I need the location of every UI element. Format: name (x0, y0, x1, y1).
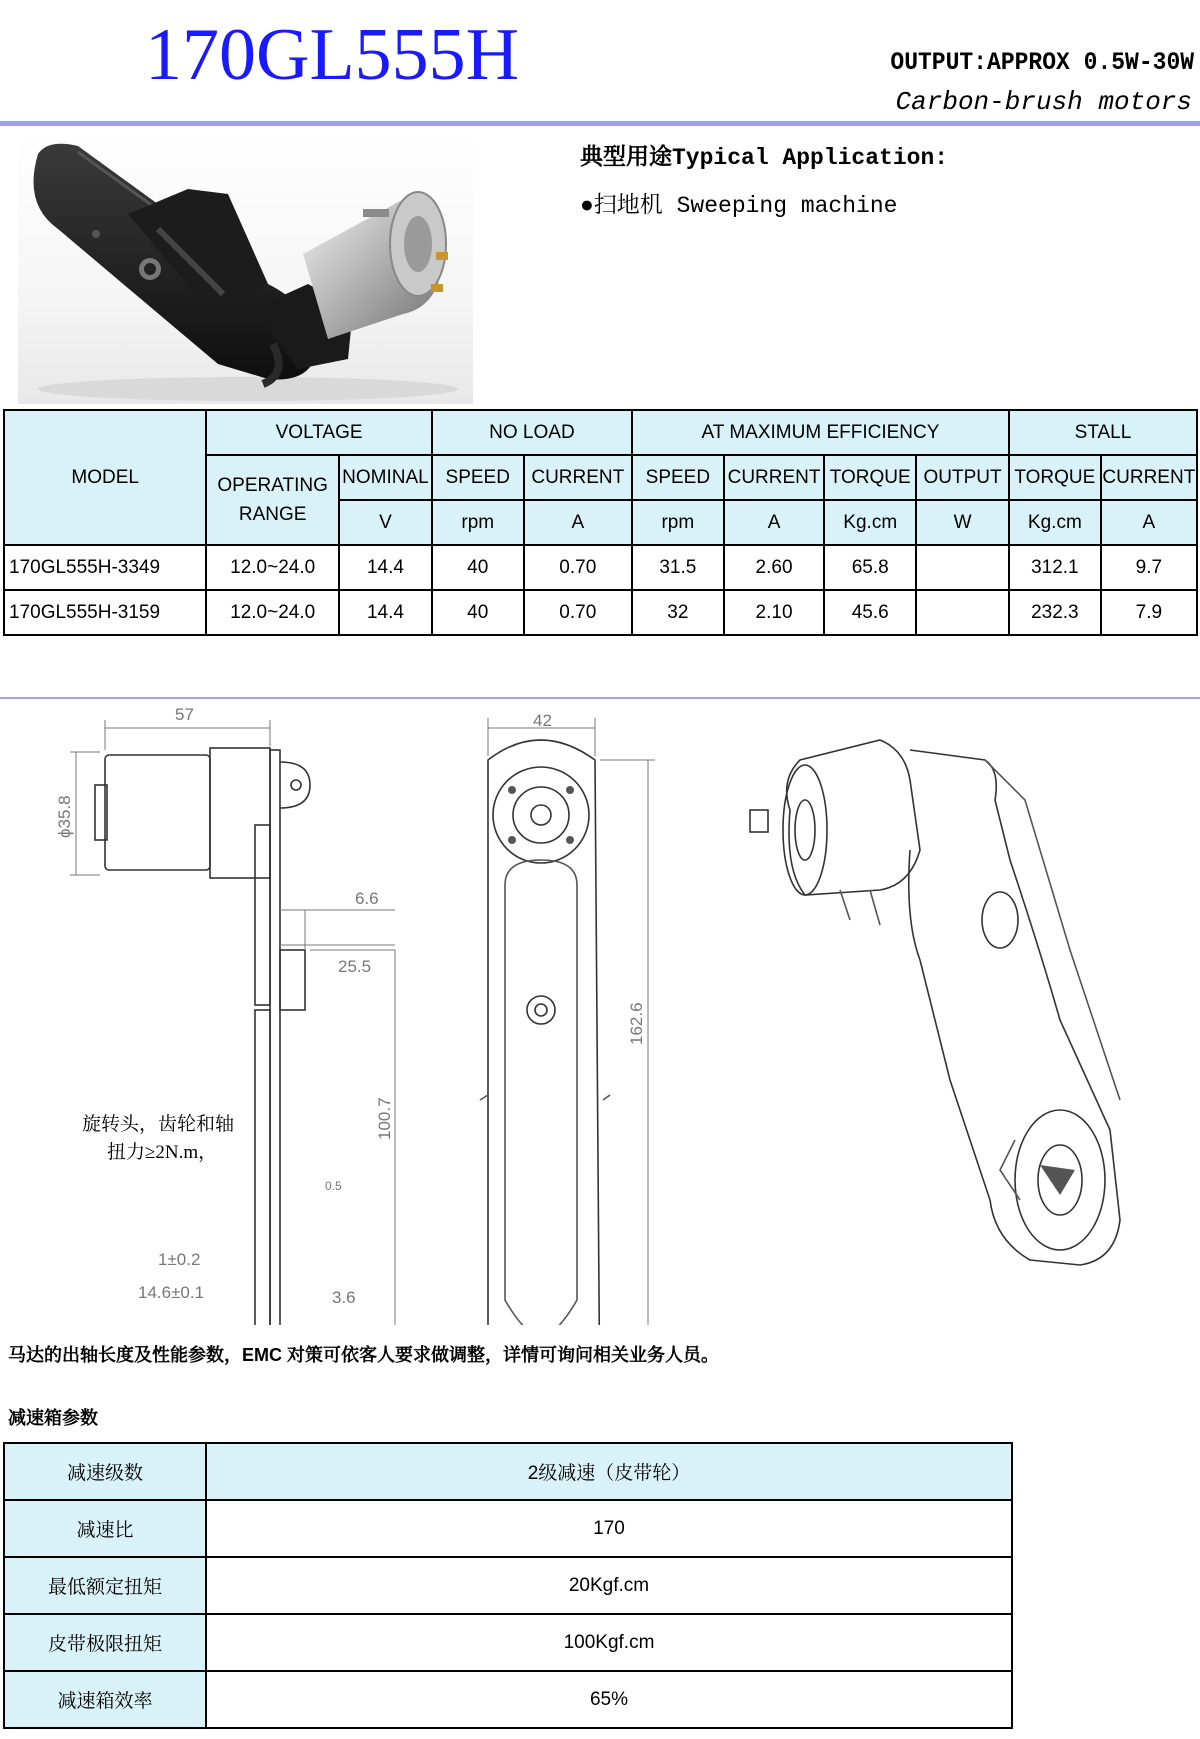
cell-eff-torque: 65.8 (824, 545, 916, 590)
technical-drawing (0, 700, 1200, 1325)
table-row (4, 1557, 1012, 1614)
dim-0-5: 0.5 (325, 1179, 342, 1193)
application-item: ●扫地机 Sweeping machine (580, 193, 898, 219)
header-stall: STALL (1009, 410, 1197, 455)
header-voltage: VOLTAGE (206, 410, 432, 455)
col-eff-torque: TORQUE (824, 455, 916, 500)
col-eff-current: CURRENT (724, 455, 825, 500)
table-row (4, 1614, 1012, 1671)
cell-stall-torque: 232.3 (1009, 590, 1101, 635)
operating-range-line1: OPERATING (217, 475, 328, 496)
gearbox-value: 100Kgf.cm (206, 1614, 1012, 1671)
col-stall-current: CURRENT (1101, 455, 1197, 500)
cell-model: 170GL555H-3349 (4, 545, 206, 590)
cell-eff-current: 2.10 (724, 590, 825, 635)
unit-v: V (339, 500, 432, 545)
torque-note-line1: 旋转头，齿轮和轴 (82, 1114, 235, 1135)
dim-162-6: 162.6 (627, 1002, 646, 1045)
col-stall-torque: TORQUE (1009, 455, 1101, 500)
model-title: 170GL555H (145, 14, 520, 96)
dim-25-5: 25.5 (338, 957, 372, 976)
dim-1-0-2: 1±0.2 (158, 1250, 201, 1269)
header-divider (0, 121, 1200, 126)
gearbox-label: 皮带极限扭矩 (4, 1614, 206, 1671)
cell-eff-speed: 32 (632, 590, 724, 635)
header-max-efficiency: AT MAXIMUM EFFICIENCY (632, 410, 1009, 455)
cell-model: 170GL555H-3159 (4, 590, 206, 635)
col-noload-speed: SPEED (432, 455, 524, 500)
product-photo (18, 134, 473, 404)
gearbox-label: 最低额定扭矩 (4, 1557, 206, 1614)
cell-nominal: 14.4 (339, 545, 432, 590)
cell-noload-speed: 40 (432, 590, 524, 635)
dim-100-7: 100.7 (375, 1097, 394, 1140)
application-title: 典型用途Typical Application: (580, 145, 949, 171)
unit-kgcm: Kg.cm (1009, 500, 1101, 545)
table-row (4, 590, 1197, 635)
gearbox-title: 减速箱参数 (8, 1408, 98, 1428)
dim-6-6: 6.6 (355, 889, 379, 908)
col-noload-current: CURRENT (524, 455, 632, 500)
dim-57: 57 (175, 705, 194, 724)
unit-a: A (1101, 500, 1197, 545)
unit-rpm: rpm (632, 500, 724, 545)
adjustment-note: 马达的出轴长度及性能参数，EMC 对策可依客人要求做调整，详情可询问相关业务人员。 (8, 1345, 719, 1365)
table-row (4, 1443, 1012, 1500)
cell-eff-torque: 45.6 (824, 590, 916, 635)
torque-note-line2: 扭力≥2N.m， (107, 1142, 218, 1163)
cell-stall-current: 7.9 (1101, 590, 1197, 635)
gearbox-table (3, 1442, 1013, 1729)
unit-a: A (724, 500, 825, 545)
unit-rpm: rpm (432, 500, 524, 545)
unit-kgcm: Kg.cm (824, 500, 916, 545)
dim-42: 42 (533, 711, 552, 730)
cell-stall-current: 9.7 (1101, 545, 1197, 590)
unit-a: A (524, 500, 632, 545)
table-row (4, 1500, 1012, 1557)
cell-operating-range: 12.0~24.0 (206, 590, 339, 635)
table-row (4, 545, 1197, 590)
dim-3-6: 3.6 (332, 1288, 356, 1307)
cell-noload-speed: 40 (432, 545, 524, 590)
gearmotor-photo-illustration (18, 134, 473, 404)
cell-operating-range: 12.0~24.0 (206, 545, 339, 590)
gearbox-label: 减速级数 (4, 1443, 206, 1500)
header-operating-range (206, 455, 339, 545)
gearbox-value: 20Kgf.cm (206, 1557, 1012, 1614)
col-eff-output: OUTPUT (916, 455, 1009, 500)
gearbox-label: 减速比 (4, 1500, 206, 1557)
cell-stall-torque: 312.1 (1009, 545, 1101, 590)
cell-noload-current: 0.70 (524, 545, 632, 590)
table-row (4, 1671, 1012, 1728)
cell-eff-output (916, 545, 1009, 590)
cell-noload-current: 0.70 (524, 590, 632, 635)
spec-table (3, 409, 1198, 636)
gearbox-value: 65% (206, 1671, 1012, 1728)
section-divider (0, 697, 1200, 699)
gearbox-label: 减速箱效率 (4, 1671, 206, 1728)
col-eff-speed: SPEED (632, 455, 724, 500)
unit-w: W (916, 500, 1009, 545)
header-no-load: NO LOAD (432, 410, 632, 455)
operating-range-line2: RANGE (238, 504, 307, 525)
cell-eff-speed: 31.5 (632, 545, 724, 590)
gearbox-value: 2级减速（皮带轮） (206, 1443, 1012, 1500)
gearbox-value: 170 (206, 1500, 1012, 1557)
output-range: OUTPUT:APPROX 0.5W-30W (890, 48, 1194, 77)
header-model: MODEL (4, 410, 206, 545)
col-nominal: NOMINAL (339, 455, 432, 500)
dim-diameter-35-8: ϕ35.8 (55, 795, 74, 838)
cell-eff-current: 2.60 (724, 545, 825, 590)
cell-eff-output (916, 590, 1009, 635)
dim-14-6: 14.6±0.1 (138, 1283, 205, 1302)
cell-nominal: 14.4 (339, 590, 432, 635)
motor-type: Carbon-brush motors (895, 87, 1192, 117)
